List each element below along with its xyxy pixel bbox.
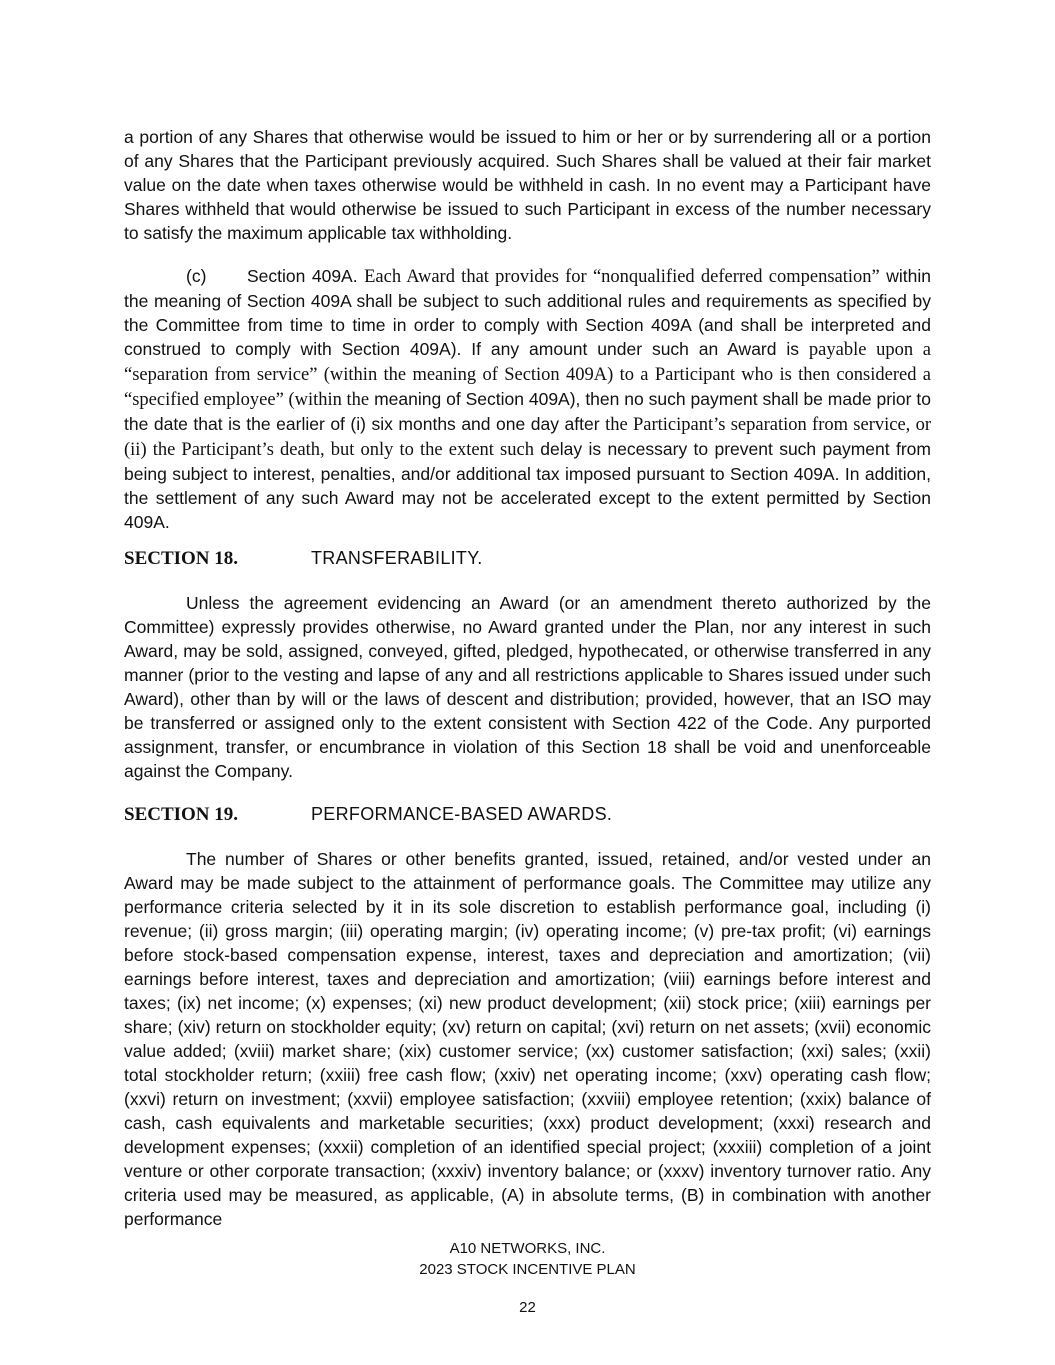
paragraph-409a-segment-6: delay is necessary to prevent such payment from being subject to interest, penalties, and/or additional tax imposed pursuant to Section 409A. In addition, the settlement of any such Award may not be accelerated except to the extent permitted by Section 409A. [124, 439, 931, 532]
paragraph-409a-segment-3: payable upon a “separation from service” (within the meaning of Section 409A) to a Participant who is then considered a “specified employee” (within the [124, 340, 931, 410]
section-19-number: SECTION 19. [124, 804, 239, 825]
paragraph-409a-segment-1: Each Award that provides for “nonqualified deferred compensation” [364, 267, 880, 287]
footer-company-name: A10 NETWORKS, INC. [449, 1240, 606, 1257]
section-19-title: PERFORMANCE-BASED AWARDS. [311, 804, 613, 824]
page-number: 22 [519, 1299, 536, 1316]
paragraph-409a-segment-5: the Participant’s separation from service, or (ii) the Participant’s death, but only to the extent such [124, 415, 931, 460]
footer-plan-name: 2023 STOCK INCENTIVE PLAN [419, 1261, 636, 1278]
subsection-label: (c) [186, 266, 207, 286]
paragraph-performance-awards: The number of Shares or other benefits granted, issued, retained, and/or vested under an Award may be made subject to the attainment of performance goals. The Committee may utilize any performance criteria selected by it in its sole discretion to establish performance goal, including (i) revenue; (ii) gross margin; (iii) operating margin; (iv) operating income; (v) pre-tax profit; (vi) earnings before stock-based compensation expense, interest, taxes and depreciation and amortization; (vii) earnings before interest, taxes and depreciation and amortization; (viii) earnings before interest and taxes; (ix) net income; (x) expenses; (xi) new product development; (xii) stock price; (xiii) earnings per share; (xiv) return on stockholder equity; (xv) return on capital; (xvi) return on net assets; (xvii) economic value added; (xviii) market share; (xix) customer service; (xx) customer satisfaction; (xxi) sales; (xxii) total stockholder return; (xxiii) free cash flow; (xxiv) net operating income; (xxv) operating cash flow; (xxvi) return on investment; (xxvii) employee satisfaction; (xxviii) employee retention; (xxix) balance of cash, cash equivalents and marketable securities; (xxx) product development; (xxxi) research and development expenses; (xxxii) completion of an identified special project; (xxxiii) completion of a joint venture or other corporate transaction; (xxxiv) inventory balance; or (xxxv) inventory turnover ratio. Any criteria used may be measured, as applicable, (A) in absolute terms, (B) in combination with another performance [124, 849, 931, 1229]
section-19-heading [124, 801, 612, 827]
paragraph-transferability: Unless the agreement evidencing an Award (or an amendment thereto authorized by the Committee) expressly provides otherwise, no Award granted under the Plan, nor any interest in such Award, may be sold, assigned, conveyed, gifted, pledged, hypothecated, or otherwise transferred in any manner (prior to the vesting and lapse of any and all restrictions applicable to Shares issued under such Award), other than by will or the laws of descent and distribution; provided, however, that an ISO may be transferred or assigned only to the extent consistent with Section 422 of the Code. Any purported assignment, transfer, or encumbrance in violation of this Section 18 shall be void and unenforceable against the Company. [124, 593, 931, 781]
subsection-title: Section 409A. [247, 266, 358, 286]
paragraph-tax-withholding: a portion of any Shares that otherwise would be issued to him or her or by surrendering all or a portion of any Shares that the Participant previously acquired. Such Shares shall be valued at their fair market value on the date when taxes otherwise would be withheld in cash. In no event may a Participant have Shares withheld that would otherwise be issued to such Participant in excess of the number necessary to satisfy the maximum applicable tax withholding. [124, 127, 931, 243]
paragraph-409a-segment-2: within the meaning of Section 409A shall be subject to such additional rules and requirements as specified by the Committee from time to time in order to comply with Section 409A (and shall be interpreted and construed to comply with Section 409A). If any amount under such an Award is [124, 266, 931, 359]
section-18-heading [124, 545, 483, 571]
paragraph-409a-segment-4: meaning of Section 409A), then no such payment shall be made prior to the date that is the earlier of (i) six months and one day after [124, 389, 931, 434]
section-18-title: TRANSFERABILITY. [311, 548, 483, 568]
section-18-number: SECTION 18. [124, 548, 239, 569]
paragraph-section-409a [124, 264, 931, 534]
